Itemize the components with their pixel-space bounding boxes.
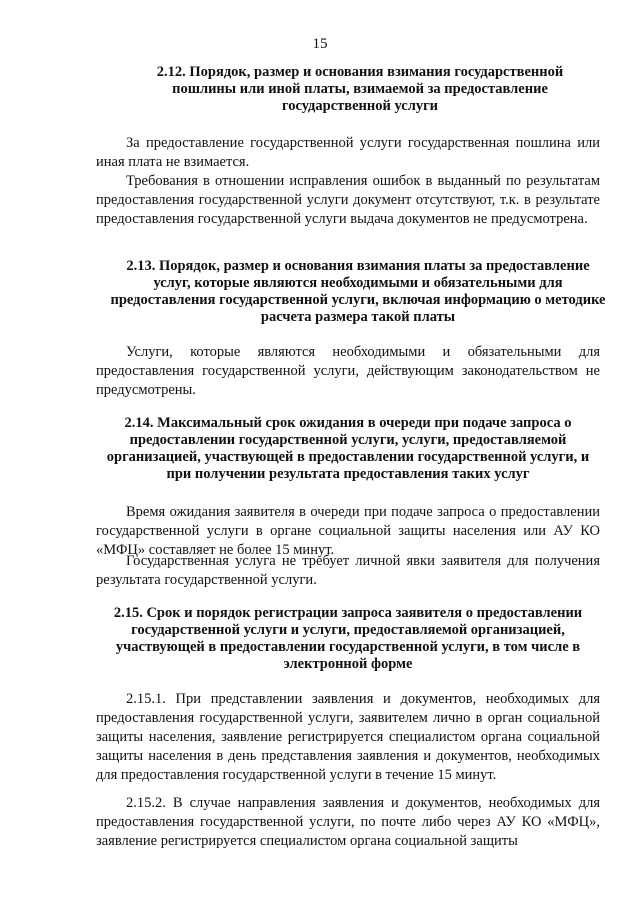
section-2-15-heading: 2.15. Срок и порядок регистрации запроса заявителя о предоставлении государственной услуги и услуги, предоставляемой организацией, участвующей в предоставлении государственной услуги, в том числе в электронной форме (113, 605, 583, 672)
section-2-12-heading: 2.12. Порядок, размер и основания взимания государственной пошлины или иной платы, взимаемой за предоставление государственной услуги (156, 64, 564, 114)
section-2-13-paragraph-1: Услуги, которые являются необходимыми и обязательными для предоставления государственной услуги, действующим законодательством не предусмотрены. (96, 344, 600, 398)
page-number: 15 (312, 36, 328, 52)
section-2-15-paragraph-1: 2.15.1. При представлении заявления и документов, необходимых для предоставления государственной услуги, заявителем лично в орган социальной защиты населения, заявление регистрируется специалистом органа социальной защиты населения в день представления заявления и документов, необходимых для предоставления государственной услуги в течение 15 минут. (96, 691, 600, 783)
section-2-13-heading: 2.13. Порядок, размер и основания взимания платы за предоставление услуг, которые являются необходимыми и обязательными для предоставления государственной услуги, включая информацию о методике расчета размера такой платы (110, 258, 606, 325)
section-2-14-paragraph-2: Государственная услуга не требует личной явки заявителя для получения результата государственной услуги. (96, 553, 600, 588)
section-2-15-paragraph-2: 2.15.2. В случае направления заявления и документов, необходимых для предоставления государственной услуги, по почте либо через АУ КО «МФЦ», заявление регистрируется специалистом органа социальной защиты (96, 795, 600, 849)
section-2-12-paragraph-1: За предоставление государственной услуги государственная пошлина или иная плата не взимается. (96, 135, 600, 170)
section-2-14-heading: 2.14. Максимальный срок ожидания в очереди при подаче запроса о предоставлении государственной услуги, услуги, предоставляемой организацией, участвующей в предоставлении государственной услуги, и при получении результата предоставления таких услуг (106, 415, 590, 482)
section-2-14-paragraph-1: Время ожидания заявителя в очереди при подаче запроса о предоставлении государственной услуги в органе социальной защиты населения или АУ КО «МФЦ» составляет не более 15 минут. (96, 504, 600, 558)
section-2-12-paragraph-2: Требования в отношении исправления ошибок в выданный по результатам предоставления государственной услуги документ отсутствуют, т.к. в результате предоставления государственной услуги выдача документов не предусмотрена. (96, 173, 600, 227)
